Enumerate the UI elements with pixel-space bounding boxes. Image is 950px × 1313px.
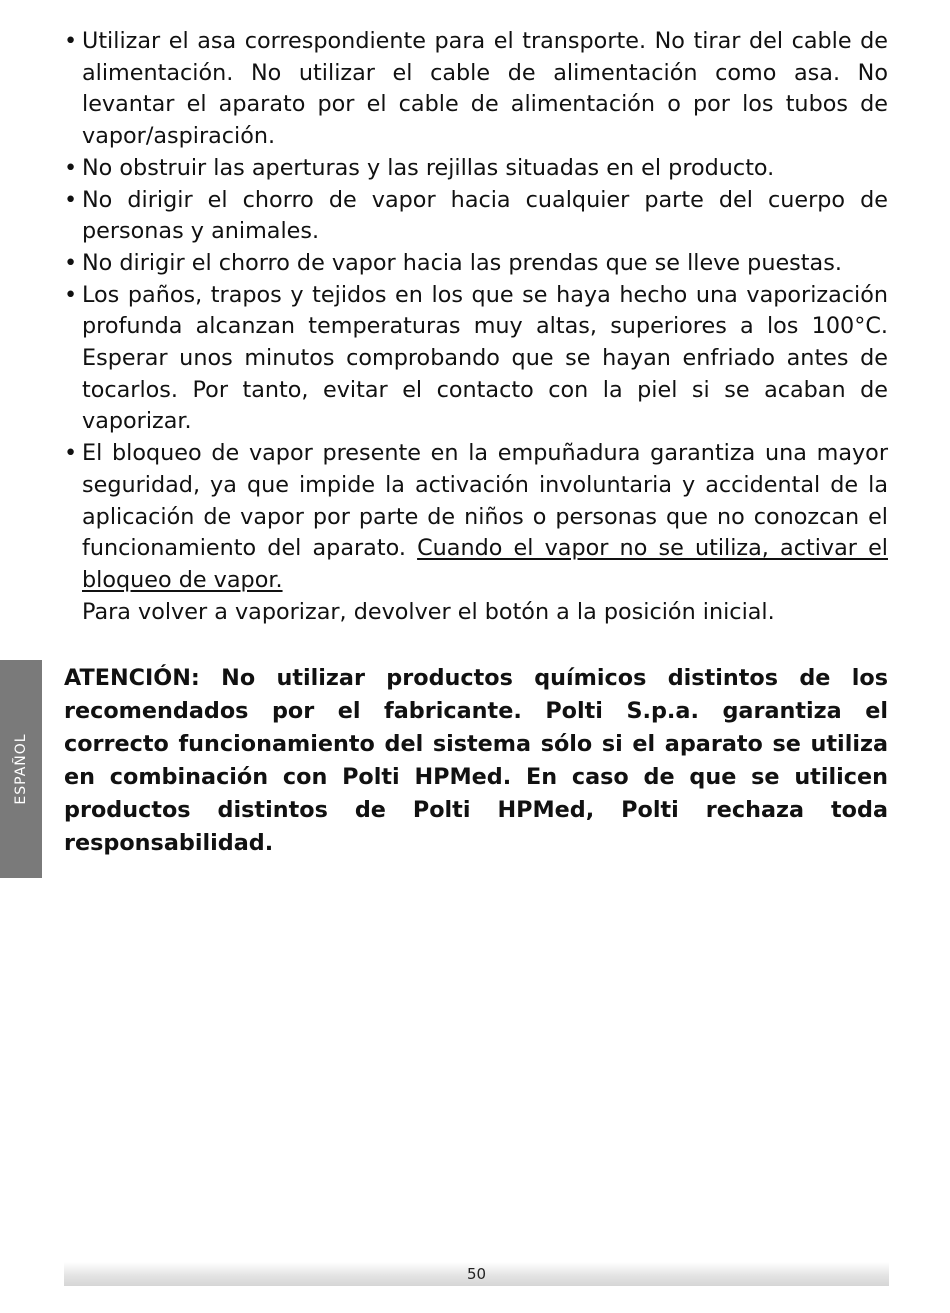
- page-number: 50: [466, 1265, 487, 1283]
- list-item: [64, 438, 888, 628]
- bullet-text: No dirigir el chorro de vapor hacia las prendas que se lleve puestas.: [82, 249, 842, 276]
- bullet-text: Los paños, trapos y tejidos en los que se haya hecho una vaporización profunda alcanzan temperaturas muy altas, superiores a los 100°C. Esperar unos minutos comprobando que se hayan enfriado antes de tocarlos. Por tanto, evitar el contacto con la piel si se acaban de vaporizar.: [82, 281, 888, 435]
- bullet-icon: •: [64, 28, 78, 54]
- bullet-icon: •: [64, 249, 78, 276]
- list-item: [64, 280, 888, 439]
- underlined-instruction: Cuando el vapor no se utiliza, activar el bloqueo de vapor.: [82, 535, 888, 593]
- bullet-text: No dirigir el chorro de vapor hacia cualquier parte del cuerpo de personas y animales.: [82, 186, 888, 245]
- bullet-text: Utilizar el asa correspondiente para el transporte. No tirar del cable de alimentación. No utilizar el cable de alimentación como asa. No levantar el aparato por el cable de alimentación o por los tubos de vapor/aspiración.: [82, 28, 888, 150]
- bullet-icon: •: [64, 186, 78, 213]
- page-content: [64, 26, 888, 883]
- bullet-icon: •: [64, 440, 78, 467]
- language-tab-label: ESPAÑOL: [13, 733, 29, 805]
- bullet-text: No obstruir las aperturas y las rejillas situadas en el producto.: [82, 154, 775, 181]
- list-item: [64, 248, 888, 280]
- safety-bullet-list: [64, 26, 888, 628]
- attention-warning: ATENCIÓN: No utilizar productos químicos distintos de los recomendados por el fabricante. Polti S.p.a. garantiza el correcto funcionamiento del sistema sólo si el aparato se utiliza en combinación con Polti HPMed. En caso de que se utilicen productos distintos de Polti HPMed, Polti rechaza toda responsabilidad.: [64, 665, 888, 857]
- list-item: [64, 153, 888, 185]
- list-item: [64, 185, 888, 248]
- list-item: [64, 26, 888, 153]
- language-tab: [0, 660, 42, 878]
- bullet-continuation-text: Para volver a vaporizar, devolver el botón a la posición inicial.: [82, 598, 775, 625]
- bullet-text: El bloqueo de vapor presente en la empuñadura garantiza una mayor seguridad, ya que impide la activación involuntaria y accidental de la aplicación de vapor por parte de niños o personas que no conozcan el funcionamiento del aparato.: [82, 440, 888, 562]
- bullet-icon: •: [64, 281, 78, 308]
- footer-bar: [64, 1262, 889, 1286]
- bullet-icon: •: [64, 154, 78, 181]
